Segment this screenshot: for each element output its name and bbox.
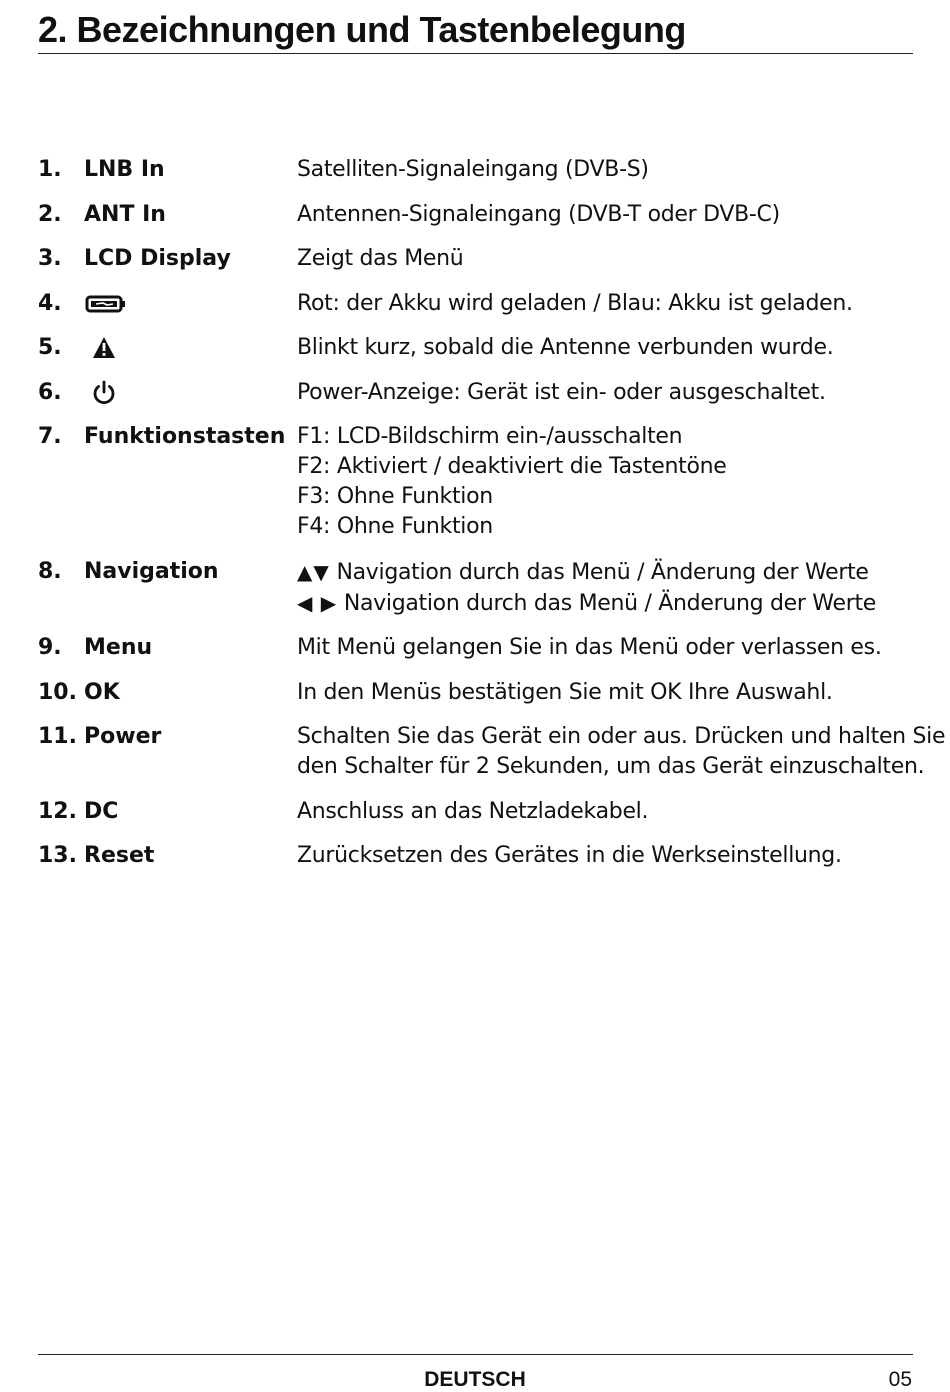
item-number: 13. bbox=[38, 843, 77, 868]
up-down-arrows-icon: ▲▼ bbox=[297, 559, 330, 584]
item-number: 8. bbox=[38, 558, 62, 584]
footer-divider bbox=[38, 1354, 913, 1355]
item-term: Power bbox=[84, 724, 162, 749]
description-line: Satelliten-Signaleingang (DVB-S) bbox=[297, 157, 649, 182]
item-description bbox=[297, 244, 913, 274]
battery-charging-icon bbox=[84, 293, 126, 315]
item-description bbox=[297, 333, 913, 363]
description-line: Schalten Sie das Gerät ein oder aus. Drücken und halten Sie bbox=[297, 724, 946, 749]
description-line: Zeigt das Menü bbox=[297, 246, 464, 271]
signal-warning-icon bbox=[92, 335, 134, 361]
list-item bbox=[38, 422, 913, 542]
item-description bbox=[297, 841, 913, 871]
description-line: den Schalter für 2 Sekunden, um das Gerät einzuschalten. bbox=[297, 754, 925, 779]
item-description bbox=[297, 378, 913, 408]
item-description bbox=[297, 422, 913, 542]
list-item bbox=[38, 155, 913, 185]
list-item bbox=[38, 289, 913, 319]
item-number: 6. bbox=[38, 379, 62, 405]
description-line: F2: Aktiviert / deaktiviert die Tastentöne bbox=[297, 454, 727, 479]
item-number: 2. bbox=[38, 201, 62, 227]
item-number: 12. bbox=[38, 798, 77, 824]
description-line: Anschluss an das Netzladekabel. bbox=[297, 798, 649, 824]
item-term: Menu bbox=[84, 635, 153, 660]
description-line: Blinkt kurz, sobald die Antenne verbunden wurde. bbox=[297, 335, 834, 360]
item-term: Reset bbox=[84, 843, 155, 868]
item-number: 4. bbox=[38, 290, 62, 316]
list-item bbox=[38, 333, 913, 363]
list-item bbox=[38, 841, 913, 871]
item-number: 1. bbox=[38, 157, 62, 182]
list-item bbox=[38, 378, 913, 408]
item-term: DC bbox=[84, 798, 119, 824]
description-line: Mit Menü gelangen Sie in das Menü oder verlassen es. bbox=[297, 635, 882, 660]
item-description bbox=[297, 797, 913, 827]
heading-divider bbox=[38, 53, 913, 54]
item-description bbox=[297, 633, 913, 663]
page-number: 05 bbox=[888, 1368, 912, 1391]
item-description bbox=[297, 722, 945, 782]
description-line bbox=[297, 588, 913, 619]
description-line: Rot: der Akku wird geladen / Blau: Akku ist geladen. bbox=[297, 290, 853, 316]
power-icon bbox=[92, 380, 134, 406]
item-description bbox=[297, 200, 913, 230]
page-heading: 2. Bezeichnungen und Tastenbelegung bbox=[38, 9, 686, 50]
item-term: Funktionstasten bbox=[84, 424, 286, 449]
description-line: F3: Ohne Funktion bbox=[297, 484, 493, 509]
item-number: 5. bbox=[38, 335, 62, 360]
item-number: 3. bbox=[38, 246, 62, 271]
description-line: Antennen-Signaleingang (DVB-T oder DVB-C) bbox=[297, 201, 780, 227]
description-line bbox=[297, 557, 913, 588]
item-number: 7. bbox=[38, 424, 62, 449]
list-item bbox=[38, 633, 913, 663]
item-number: 9. bbox=[38, 635, 62, 660]
list-item bbox=[38, 557, 913, 619]
item-term: ANT In bbox=[84, 201, 166, 227]
description-line: Power-Anzeige: Gerät ist ein- oder ausgeschaltet. bbox=[297, 379, 826, 405]
description-line: Zurücksetzen des Gerätes in die Werkseinstellung. bbox=[297, 843, 842, 868]
item-description bbox=[297, 289, 913, 319]
list-item bbox=[38, 722, 946, 782]
description-line: F1: LCD-Bildschirm ein-/ausschalten bbox=[297, 424, 683, 449]
description-text: Navigation durch das Menü / Änderung der Werte bbox=[343, 590, 877, 616]
list-item bbox=[38, 797, 913, 827]
item-number: 10. bbox=[38, 679, 77, 705]
left-right-arrows-icon: ◀ ▶ bbox=[297, 590, 338, 615]
description-text: Navigation durch das Menü / Änderung der Werte bbox=[336, 559, 869, 585]
description-line: In den Menüs bestätigen Sie mit OK Ihre Auswahl. bbox=[297, 679, 833, 705]
list-item bbox=[38, 244, 913, 274]
item-term: OK bbox=[84, 679, 120, 705]
item-description bbox=[297, 678, 913, 708]
item-term-icon-cell bbox=[84, 333, 297, 363]
item-term: Navigation bbox=[84, 558, 219, 584]
item-term-icon-cell bbox=[84, 378, 297, 408]
item-description bbox=[297, 155, 913, 185]
description-line: F4: Ohne Funktion bbox=[297, 514, 493, 539]
footer-language: DEUTSCH bbox=[424, 1368, 526, 1391]
item-number: 11. bbox=[38, 724, 77, 749]
list-item bbox=[38, 678, 913, 708]
item-term-icon-cell bbox=[84, 289, 297, 319]
item-description bbox=[297, 557, 913, 619]
list-item bbox=[38, 200, 913, 230]
item-term: LNB In bbox=[84, 157, 165, 182]
item-term: LCD Display bbox=[84, 246, 231, 271]
legend-list bbox=[38, 155, 946, 871]
